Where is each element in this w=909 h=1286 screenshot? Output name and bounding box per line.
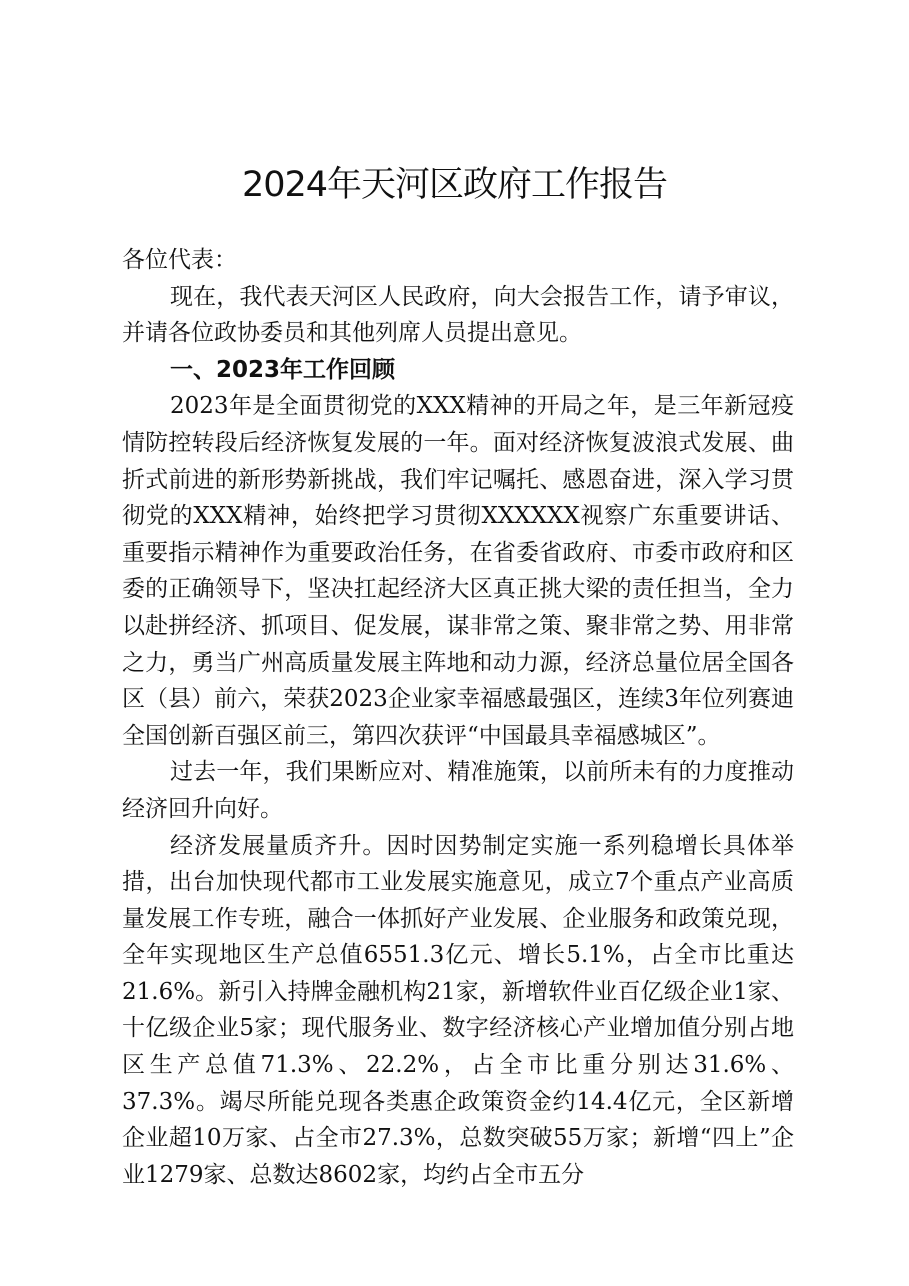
salutation: 各位代表： xyxy=(122,247,237,273)
body-paragraph: 过去一年，我们果断应对、精准施策，以前所未有的力度推动经济回升向好。 xyxy=(122,759,794,822)
section-heading: 一、2023年工作回顾 xyxy=(170,356,396,383)
body-paragraph: 经济发展量质齐升。因时因势制定实施一系列稳增长具体举措，出台加快现代都市工业发展实施意见，成立7个重点产业高质量发展工作专班，融合一体抓好产业发展、企业服务和政策兑现，全年实现地区生产总值6551.3亿元、增长5.1%，占全市比重达21.6%。新引入持牌金融机构21家，新增软件业百亿级企业1家、十亿级企业5家；现代服务业、数字经济核心产业增加值分别占地区生产总值71.3%、22.2%，占全市比重分别达31.6%、37.3%。竭尽所能兑现各类惠企政策资金约14.4亿元，全区新增企业超10万家、占全市27.3%，总数突破55万家；新增“四上”企业1279家、总数达8602家，均约占全市五分 xyxy=(122,832,794,1188)
document-title: 2024年天河区政府工作报告 xyxy=(241,165,668,205)
document-body xyxy=(122,242,794,1193)
body-paragraph: 2023年是全面贯彻党的XXX精神的开局之年，是三年新冠疫情防控转段后经济恢复发展的一年。面对经济恢复波浪式发展、曲折式前进的新形势新挑战，我们牢记嘱托、感恩奋进，深入学习贯彻党的XXX精神，始终把学习贯彻XXXXXX视察广东重要讲话、重要指示精神作为重要政治任务，在省委省政府、市委市政府和区委的正确领导下，坚决扛起经济大区真正挑大梁的责任担当，全力以赴拼经济、抓项目、促发展，谋非常之策、聚非常之势、用非常之力，勇当广州高质量发展主阵地和动力源，经济总量位居全国各区（县）前六，荣获2023企业家幸福感最强区，连续3年位列赛迪全国创新百强区前三，第四次获评“中国最具幸福感城区”。 xyxy=(122,393,794,749)
intro-paragraph: 现在，我代表天河区人民政府，向大会报告工作，请予审议，并请各位政协委员和其他列席人员提出意见。 xyxy=(122,283,794,347)
